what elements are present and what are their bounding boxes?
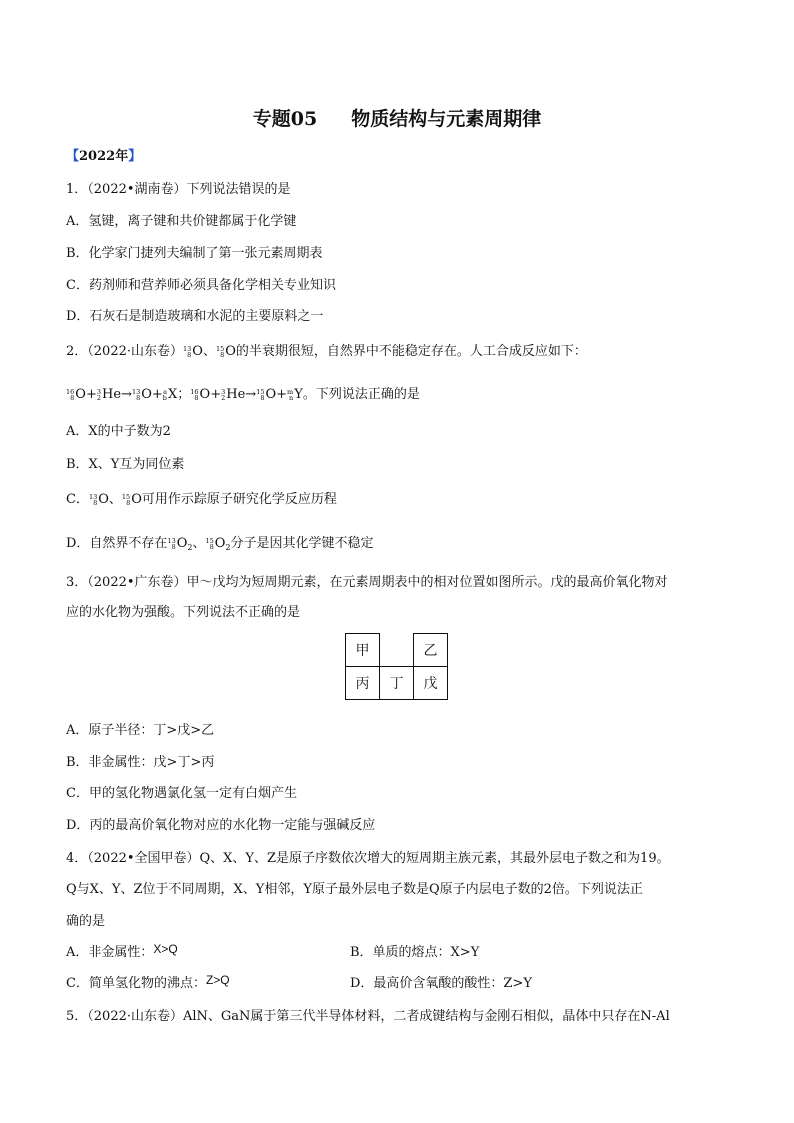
grid-cell-wu: 戊 — [414, 667, 448, 700]
q4-option-b: B．单质的熔点：X>Y — [350, 945, 480, 960]
q4-stem-line1: 4．（2022•全国甲卷）Q、X、Y、Z是原子序数依次增大的短周期主族元素，其最外层电子数之和为19。 — [66, 851, 670, 866]
year-label: 2022年 — [79, 149, 129, 164]
q1-option-b: B．化学家门捷列夫编制了第一张元素周期表 — [66, 246, 323, 261]
q4-stem-line2: Q与X、Y、Z位于不同周期，X、Y相邻，Y原子最外层电子数是Q原子内层电子数的2倍。下列说法正 — [66, 882, 643, 897]
bracket-close: 】 — [128, 149, 142, 164]
q1-option-c: C．药剂师和营养师必须具备化学相关专业知识 — [66, 278, 336, 293]
q4-option-a: A．非金属性：X>Q — [66, 942, 178, 960]
q2-stem: 2．（2022·山东卷） 13 8 O、 15 8 O的半衰期很短，自然界中不能稳定存在。人工合成反应如下： — [66, 344, 587, 359]
q2-option-a: A．X的中子数为2 — [66, 424, 171, 439]
grid-cell-yi: 乙 — [414, 634, 448, 667]
title-code: 专题05 — [252, 108, 318, 130]
grid-cell-ding: 丁 — [380, 667, 414, 700]
section-year — [66, 145, 141, 164]
q4-option-c: C．简单氢化物的沸点：Z>Q — [66, 973, 230, 991]
q2-option-b: B．X、Y互为同位素 — [66, 457, 185, 472]
title-name: 物质结构与元素周期律 — [351, 108, 542, 130]
q2-reactions: 16 8 O+ 3 2 He→ 13 8 O+ a b X； 16 8 O+ 3 2 He→ 15 8 O+ m n Y。下列说法正确的是 — [66, 387, 420, 402]
nuclide-o13: 13 8 — [183, 344, 192, 359]
grid-cell-empty — [380, 634, 414, 667]
q3-stem-line1: 3．（2022•广东卷）甲～戊均为短周期元素，在元素周期表中的相对位置如图所示。戊的最高价氧化物对 — [66, 575, 668, 590]
q1-stem: 1．（2022•湖南卷）下列说法错误的是 — [66, 182, 291, 197]
q2-prefix: 2．（2022·山东卷） — [66, 344, 183, 359]
q3-option-a: A．原子半径：丁>戊>乙 — [66, 723, 215, 738]
q4-stem-line3: 确的是 — [66, 914, 106, 929]
q2-option-c: C． 13 8 O、 15 8 O可用作示踪原子研究化学反应历程 — [66, 492, 337, 507]
q5-stem-line1: 5．（2022·山东卷）AlN、GaN属于第三代半导体材料，二者成键结构与金刚石相似，晶体中只存在N-Al — [66, 1009, 670, 1024]
page-title — [0, 104, 794, 131]
q1-option-d: D．石灰石是制造玻璃和水泥的主要原料之一 — [66, 309, 324, 324]
q1-option-a: A．氢键，离子键和共价键都属于化学键 — [66, 214, 297, 229]
q2-option-d: D．自然界不存在 13 8 $O_2$、 15 8 $O_2$分子是因其化学键不稳定 — [66, 536, 374, 552]
grid-cell-bing: 丙 — [346, 667, 380, 700]
q3-option-d: D．丙的最高价氧化物对应的水化物一定能与强碱反应 — [66, 818, 376, 833]
q3-stem-line2: 应的水化物为强酸。下列说法不正确的是 — [66, 605, 301, 620]
bracket-open: 【 — [66, 149, 80, 164]
q3-option-b: B．非金属性：戊>丁>丙 — [66, 755, 215, 770]
grid-cell-jia: 甲 — [346, 634, 380, 667]
q3-option-c: C．甲的氢化物遇氯化氢一定有白烟产生 — [66, 786, 297, 801]
periodic-grid — [345, 633, 448, 700]
q4-option-d: D．最高价含氧酸的酸性：Z>Y — [350, 976, 532, 991]
nuclide-o15: 15 8 — [215, 344, 225, 359]
